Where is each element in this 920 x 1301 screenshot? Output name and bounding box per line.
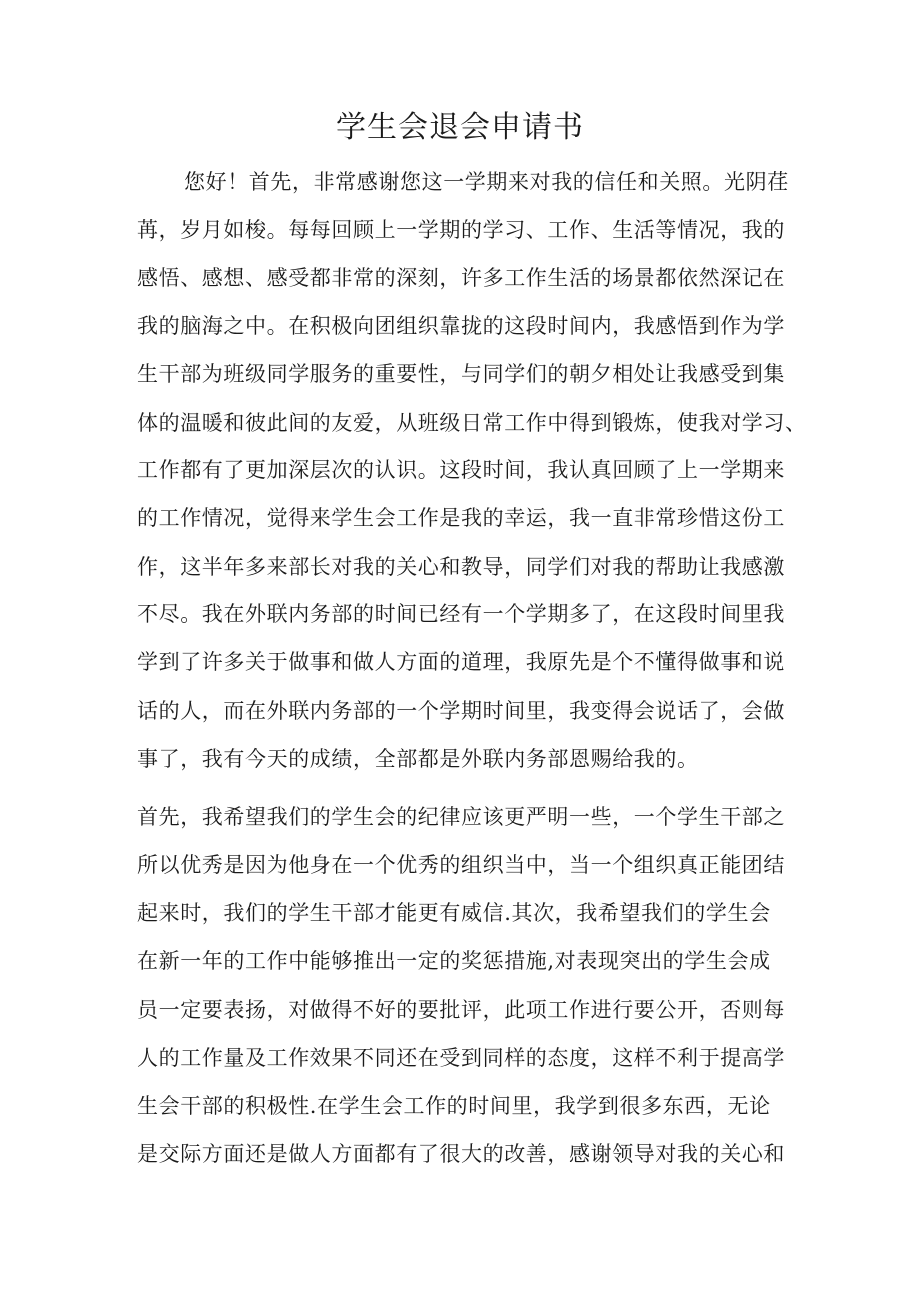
paragraph-1-line-2: 苒，岁月如梭。每每回顾上一学期的学习、工作、生活等情况，我的 [137,218,785,242]
paragraph-1-line-8: 的工作情况，觉得来学生会工作是我的幸运，我一直非常珍惜这份工 [137,506,785,530]
paragraph-1-line-11: 学到了许多关于做事和做人方面的道理，我原先是个不懂得做事和说 [137,650,785,674]
paragraph-1-line-7: 工作都有了更加深层次的认识。这段时间，我认真回顾了上一学期来 [137,458,785,482]
paragraph-1-line-3: 感悟、感想、感受都非常的深刻，许多工作生活的场景都依然深记在 [137,266,785,290]
paragraph-2-line-1: 首先，我希望我们的学生会的纪律应该更严明一些，一个学生干部之 [137,805,785,829]
paragraph-2-line-8: 是交际方面还是做人方面都有了很大的改善，感谢领导对我的关心和 [137,1142,785,1166]
paragraph-1-line-10: 不尽。我在外联内务部的时间已经有一个学期多了，在这段时间里我 [137,602,785,626]
paragraph-1-line-4: 我的脑海之中。在积极向团组织靠拢的这段时间内，我感悟到作为学 [137,314,785,338]
paragraph-2-line-4: 在新一年的工作中能够推出一定的奖惩措施,对表现突出的学生会成 [137,949,771,973]
paragraph-1-line-1: 您好！首先，非常感谢您这一学期来对我的信任和关照。光阴荏 [184,170,789,194]
paragraph-2-line-3: 起来时，我们的学生干部才能更有威信.其次，我希望我们的学生会 [137,901,771,925]
document-title: 学生会退会申请书 [336,110,584,145]
paragraph-2-line-2: 所以优秀是因为他身在一个优秀的组织当中，当一个组织真正能团结 [137,853,785,877]
paragraph-2-line-6: 人的工作量及工作效果不同还在受到同样的态度，这样不利于提高学 [137,1046,785,1070]
paragraph-1-line-6: 体的温暖和彼此间的友爱，从班级日常工作中得到锻炼，使我对学习、 [137,411,807,435]
paragraph-1-line-9: 作，这半年多来部长对我的关心和教导，同学们对我的帮助让我感激 [137,555,785,579]
paragraph-2-line-5: 员一定要表扬，对做得不好的要批评，此项工作进行要公开，否则每 [137,998,785,1022]
paragraph-1-line-5: 生干部为班级同学服务的重要性，与同学们的朝夕相处让我感受到集 [137,362,785,386]
paragraph-1-line-12: 话的人，而在外联内务部的一个学期时间里，我变得会说话了，会做 [137,699,785,723]
paragraph-1-line-13: 事了，我有今天的成绩，全部都是外联内务部恩赐给我的。 [137,747,699,771]
paragraph-2-line-7: 生会干部的积极性.在学生会工作的时间里，我学到很多东西，无论 [137,1094,771,1118]
